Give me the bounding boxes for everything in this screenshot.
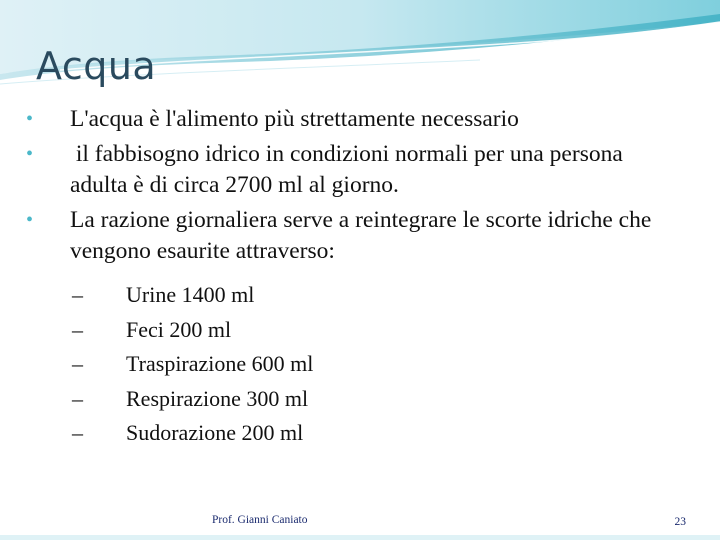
dash-icon: – xyxy=(72,351,83,376)
sub-bullet-text: Urine 1400 ml xyxy=(126,282,255,307)
slide-title: Acqua xyxy=(36,44,157,88)
dash-icon: – xyxy=(72,282,83,307)
bullet-text: La razione giornaliera serve a reintegrare le scorte idriche che vengono esaurite attraverso: xyxy=(70,207,652,264)
dash-icon: – xyxy=(72,316,83,342)
footer-band xyxy=(0,535,720,540)
sub-bullet-list xyxy=(72,278,313,451)
bullet-text: il fabbisogno idrico in condizioni normali per una persona adulta è di circa 2700 ml al giorno. xyxy=(70,141,629,198)
sub-bullet-item xyxy=(72,278,313,313)
bullet-icon: • xyxy=(26,209,34,231)
bullet-icon: • xyxy=(26,108,34,130)
sub-bullet-item xyxy=(72,313,313,348)
page-number: 23 xyxy=(674,516,686,528)
sub-bullet-text: Traspirazione 600 ml xyxy=(126,351,314,376)
bullet-icon: • xyxy=(26,143,34,165)
sub-bullet-item xyxy=(72,382,313,417)
bullet-item xyxy=(26,139,686,201)
bullet-text: L'acqua è l'alimento più strettamente necessario xyxy=(70,106,519,132)
sub-bullet-text: Respirazione 300 ml xyxy=(126,385,309,411)
sub-bullet-text: Feci 200 ml xyxy=(126,316,232,342)
bullet-item xyxy=(26,205,686,267)
sub-bullet-item xyxy=(72,416,313,451)
sub-bullet-item xyxy=(72,347,313,382)
dash-icon: – xyxy=(72,420,83,445)
bullet-list xyxy=(26,104,686,271)
bullet-item xyxy=(26,104,686,135)
sub-bullet-text: Sudorazione 200 ml xyxy=(126,420,304,445)
dash-icon: – xyxy=(72,385,83,411)
footer-author: Prof. Gianni Caniato xyxy=(212,514,308,526)
